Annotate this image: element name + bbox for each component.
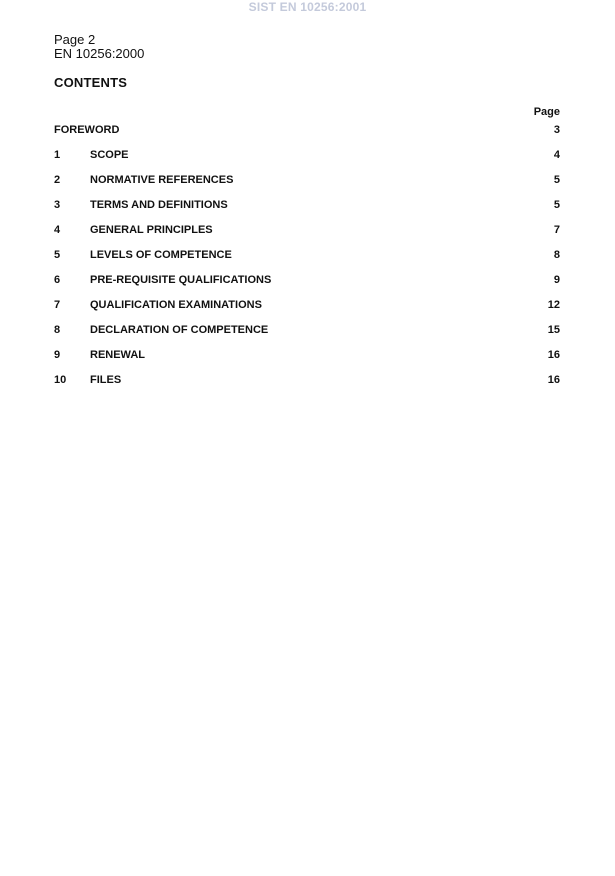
- toc-entry-number: 10: [54, 374, 67, 386]
- contents-heading: CONTENTS: [54, 75, 128, 90]
- toc-entry-title: FILES: [90, 374, 122, 386]
- toc-entry-title: QUALIFICATION EXAMINATIONS: [90, 299, 262, 311]
- toc-entry-title: GENERAL PRINCIPLES: [90, 224, 213, 236]
- toc-entry-normative-references[interactable]: [54, 174, 560, 199]
- toc-entry-number: 8: [54, 324, 61, 336]
- toc-entry-scope[interactable]: [54, 149, 560, 174]
- toc-entry-qualification-examinations[interactable]: [54, 299, 560, 324]
- toc-entry-title: SCOPE: [90, 149, 129, 161]
- toc-entry-general-principles[interactable]: [54, 224, 560, 249]
- toc-entry-page: 5: [553, 174, 560, 186]
- toc-entry-page: 7: [553, 224, 560, 236]
- page-column-header: Page: [533, 106, 560, 118]
- toc-entry-page: 5: [553, 199, 560, 211]
- toc-entry-page: 9: [553, 274, 560, 286]
- toc-entry-title: DECLARATION OF COMPETENCE: [90, 324, 269, 336]
- toc-entry-page: 16: [547, 349, 560, 361]
- toc-entry-title: PRE-REQUISITE QUALIFICATIONS: [90, 274, 272, 286]
- toc-entry-number: 7: [54, 299, 61, 311]
- toc-entry-pre-requisite-qualifications[interactable]: [54, 274, 560, 299]
- toc-entry-title: TERMS AND DEFINITIONS: [90, 199, 228, 211]
- toc-entry-number: 6: [54, 274, 61, 286]
- toc-entry-number: 3: [54, 199, 61, 211]
- page-header: [54, 33, 144, 61]
- toc-entry-terms-and-definitions[interactable]: [54, 199, 560, 224]
- toc-entry-number: 1: [54, 149, 61, 161]
- toc-entry-renewal[interactable]: [54, 349, 560, 374]
- page-number: Page 2: [54, 32, 96, 47]
- toc-entry-page: 16: [547, 374, 560, 386]
- toc-entry-title: LEVELS OF COMPETENCE: [90, 249, 232, 261]
- toc-entry-foreword[interactable]: [54, 124, 560, 149]
- toc-entry-files[interactable]: [54, 374, 560, 399]
- watermark-text: SIST EN 10256:2001: [248, 0, 367, 14]
- toc-entry-declaration-of-competence[interactable]: [54, 324, 560, 349]
- toc-entry-number: 4: [54, 224, 61, 236]
- toc-entry-page: 15: [547, 324, 560, 336]
- toc-entry-number: 2: [54, 174, 61, 186]
- toc-entry-title: FOREWORD: [54, 124, 120, 136]
- toc-entry-page: 8: [553, 249, 560, 261]
- standard-reference: EN 10256:2000: [54, 46, 145, 61]
- table-of-contents: [54, 124, 560, 399]
- toc-entry-page: 12: [547, 299, 560, 311]
- toc-entry-number: 9: [54, 349, 61, 361]
- toc-entry-title: NORMATIVE REFERENCES: [90, 174, 234, 186]
- toc-entry-title: RENEWAL: [90, 349, 145, 361]
- toc-entry-number: 5: [54, 249, 61, 261]
- toc-entry-levels-of-competence[interactable]: [54, 249, 560, 274]
- toc-entry-page: 4: [553, 149, 560, 161]
- toc-entry-page: 3: [553, 124, 560, 136]
